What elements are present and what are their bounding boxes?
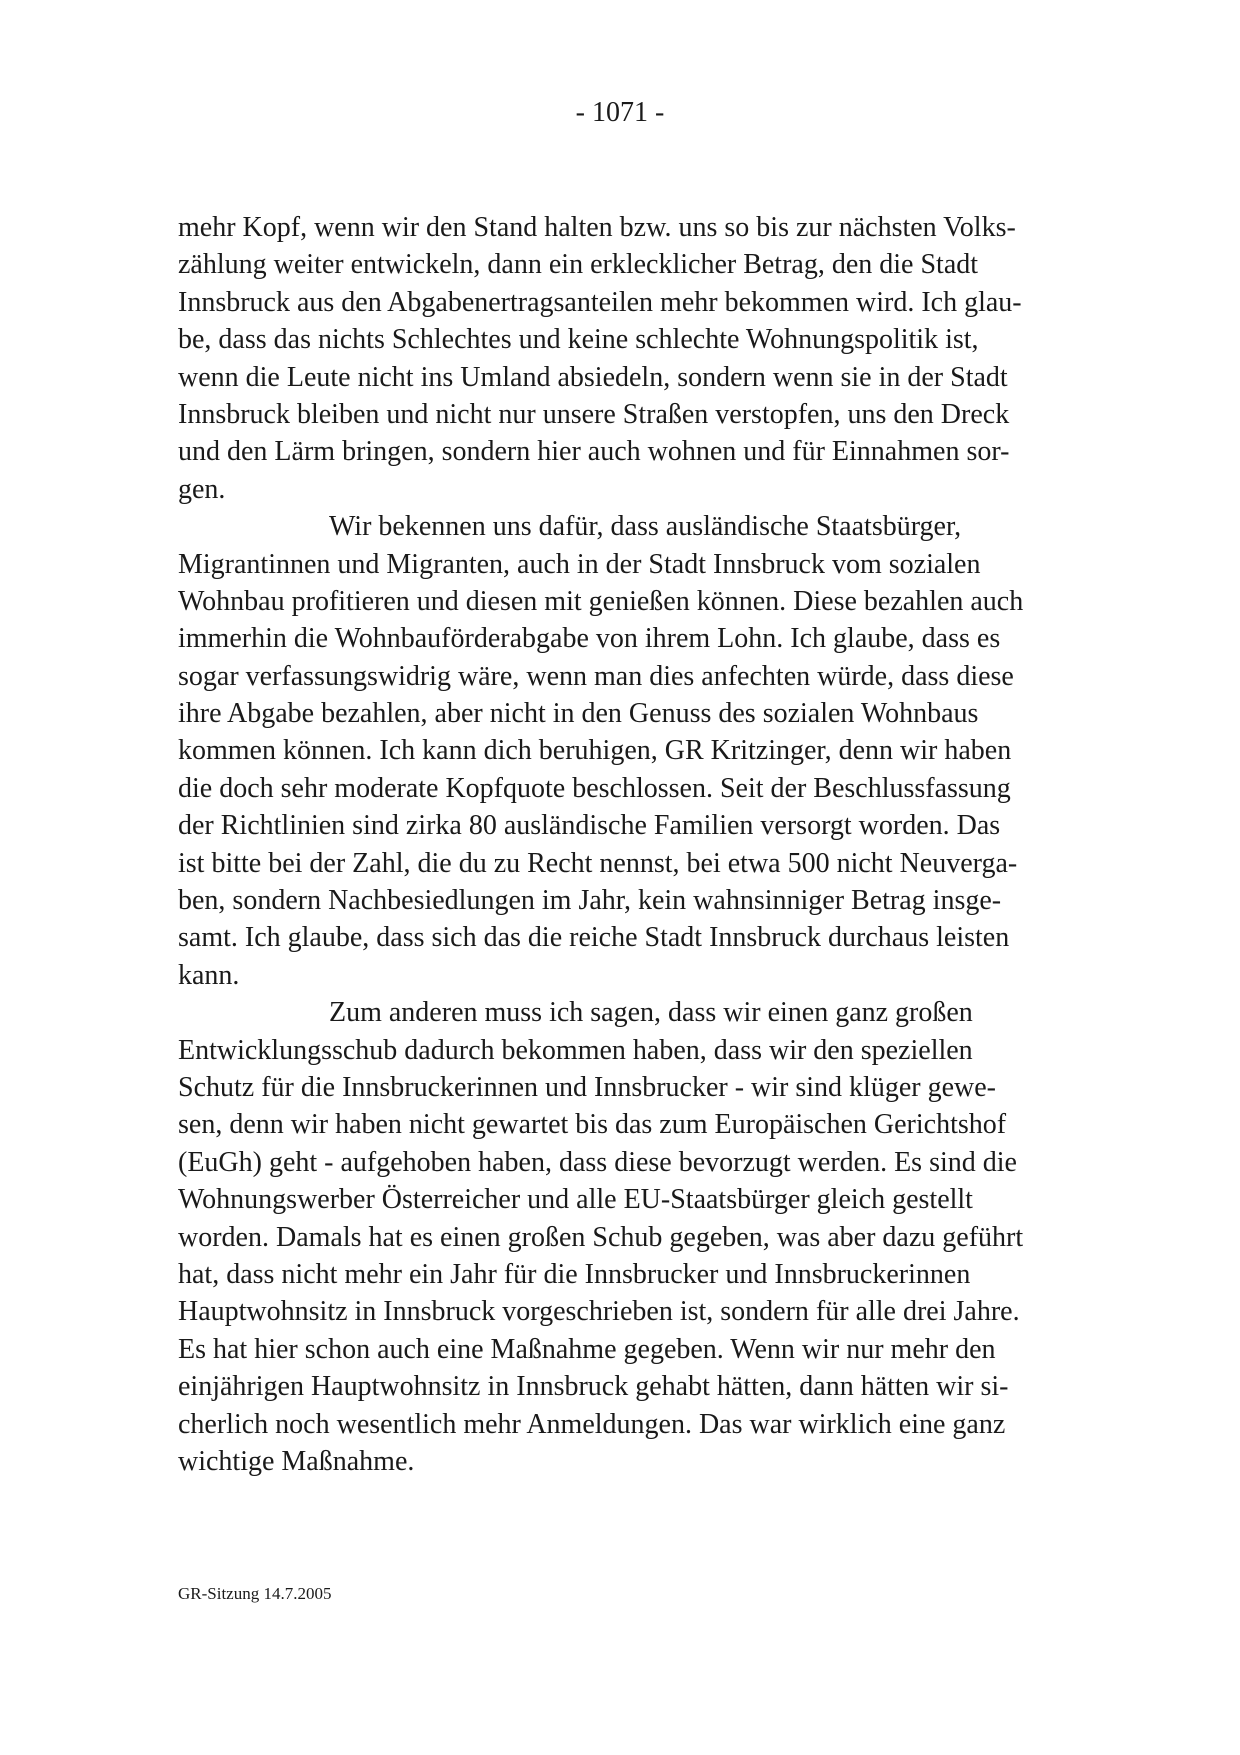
text-line: kommen können. Ich kann dich beruhigen, GR Kritzinger, denn wir haben [178,735,1012,767]
text-line: mehr Kopf, wenn wir den Stand halten bzw. uns so bis zur nächsten Volks- [178,212,1016,243]
paragraph [178,508,1068,994]
text-line: wichtige Maßnahme. [178,1445,415,1477]
text-line: Entwicklungsschub dadurch bekommen haben, dass wir den speziellen [178,1034,973,1066]
text-line: Innsbruck bleiben und nicht nur unsere Straßen verstopfen, uns den Dreck [178,398,1010,430]
text-line: Migrantinnen und Migranten, auch in der Stadt Innsbruck vom sozialen [178,548,981,580]
text-line: die doch sehr moderate Kopfquote beschlossen. Seit der Beschlussfassung [178,772,1011,804]
text-line: cherlich noch wesentlich mehr Anmeldungen. Das war wirklich eine ganz [178,1408,1006,1440]
text-line: ben, sondern Nachbesiedlungen im Jahr, kein wahnsinniger Betrag insge- [178,885,1002,917]
body-text [178,209,1068,1480]
text-line: Wohnungswerber Österreicher und alle EU-Staatsbürger gleich gestellt [178,1184,973,1216]
text-line: ihre Abgabe bezahlen, aber nicht in den Genuss des sozialen Wohnbaus [178,698,979,730]
paragraph [178,209,1068,508]
page-number: - 1071 - [575,97,665,128]
text-line: be, dass das nichts Schlechtes und keine schlechte Wohnungspolitik ist, [178,324,979,356]
text-line: ist bitte bei der Zahl, die du zu Recht nennst, bei etwa 500 nicht Neuverga- [178,847,1018,879]
text-line: wenn die Leute nicht ins Umland absiedeln, sondern wenn sie in der Stadt [178,361,1008,393]
text-line: Wir bekennen uns dafür, dass ausländische Staatsbürger, [329,511,962,543]
text-line: Schutz für die Innsbruckerinnen und Innsbrucker - wir sind klüger gewe- [178,1071,996,1103]
text-line: und den Lärm bringen, sondern hier auch wohnen und für Einnahmen sor- [178,436,1010,468]
text-line: worden. Damals hat es einen großen Schub gegeben, was aber dazu geführt [178,1221,1024,1253]
text-line: Hauptwohnsitz in Innsbruck vorgeschrieben ist, sondern für alle drei Jahre. [178,1296,1020,1328]
text-line: immerhin die Wohnbauförderabgabe von ihrem Lohn. Ich glaube, dass es [178,623,1001,655]
text-line: sogar verfassungswidrig wäre, wenn man dies anfechten würde, dass diese [178,660,1014,692]
text-line: einjährigen Hauptwohnsitz in Innsbruck gehabt hätten, dann hätten wir si- [178,1371,1009,1403]
footer-session-date: GR-Sitzung 14.7.2005 [178,1584,332,1603]
text-line: Wohnbau profitieren und diesen mit genießen können. Diese bezahlen auch [178,585,1024,617]
text-line: Es hat hier schon auch eine Maßnahme gegeben. Wenn wir nur mehr den [178,1333,996,1365]
text-line: samt. Ich glaube, dass sich das die reiche Stadt Innsbruck durchaus leisten [178,922,1010,954]
text-line: kann. [178,959,240,991]
text-line: Innsbruck aus den Abgabenertragsanteilen mehr bekommen wird. Ich glau- [178,286,1022,318]
text-line: der Richtlinien sind zirka 80 ausländische Familien versorgt worden. Das [178,810,1001,842]
paragraph [178,994,1068,1480]
text-line: zählung weiter entwickeln, dann ein erklecklicher Betrag, den die Stadt [178,249,979,281]
text-line: (EuGh) geht - aufgehoben haben, dass diese bevorzugt werden. Es sind die [178,1146,1017,1178]
text-line: sen, denn wir haben nicht gewartet bis das zum Europäischen Gerichtshof [178,1109,1007,1141]
text-line: Zum anderen muss ich sagen, dass wir einen ganz großen [329,997,973,1029]
text-line: hat, dass nicht mehr ein Jahr für die Innsbrucker und Innsbruckerinnen [178,1258,971,1290]
text-line: gen. [178,473,226,505]
